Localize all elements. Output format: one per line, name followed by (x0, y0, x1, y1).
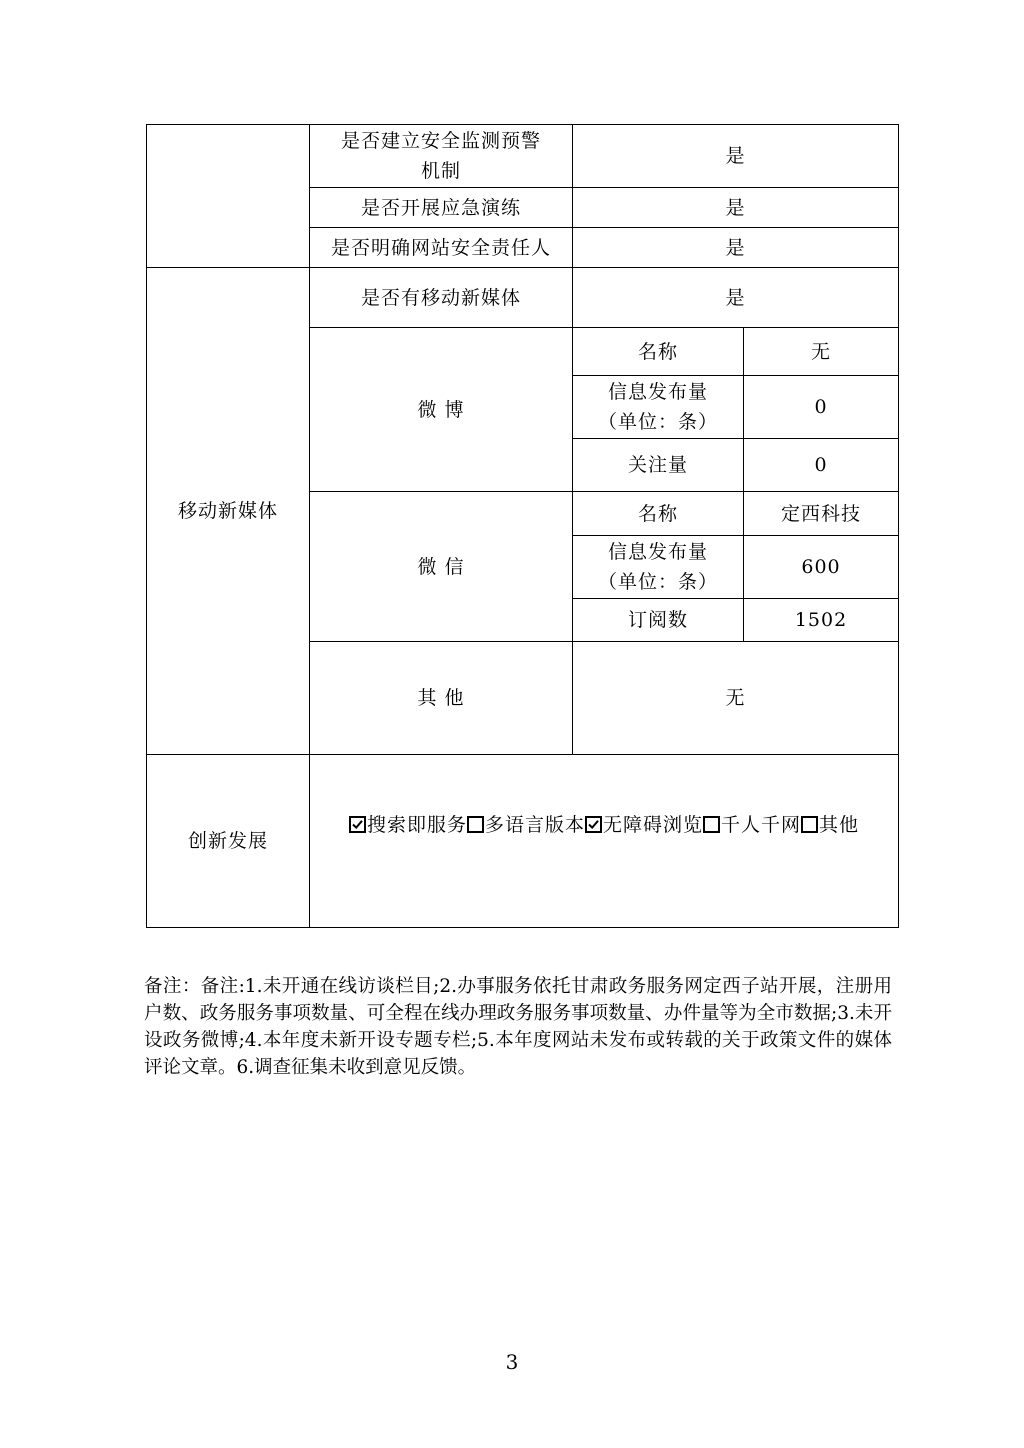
checked-box-icon[interactable] (585, 816, 602, 833)
weibo-posts-label-cell (573, 376, 744, 439)
unchecked-box-icon[interactable] (801, 816, 818, 833)
responsible-label: 是否明确网站安全责任人 (310, 228, 573, 268)
option-multilingual: 多语言版本 (484, 814, 585, 836)
weibo-name-value: 无 (744, 328, 899, 376)
wechat-label: 微 信 (310, 492, 573, 642)
table-row (147, 268, 899, 328)
weibo-followers-label: 关注量 (573, 439, 744, 492)
page-number: 3 (505, 1350, 519, 1374)
wechat-subscribers-label: 订阅数 (573, 599, 744, 642)
wechat-subscribers-value: 1502 (744, 599, 899, 642)
weibo-posts-label-line1: 信息发布量 (607, 381, 708, 403)
monitoring-label-line1: 是否建立安全监测预警 (340, 130, 541, 152)
wechat-posts-label-line2: （单位：条） (597, 571, 718, 593)
weibo-followers-value: 0 (744, 439, 899, 492)
table-row (147, 125, 899, 188)
wechat-posts-value: 600 (744, 536, 899, 599)
has-media-label: 是否有移动新媒体 (310, 268, 573, 328)
notes-paragraph: 备注：备注:1.未开通在线访谈栏目;2.办事服务依托甘肃政务服务网定西子站开展，注册用户数、政务服务事项数量、可全程在线办理政务服务事项数量、办件量等为全市数据;3.未开设政务微博;4.本年度未新开设专题专栏;5.本年度网站未发布或转载的关于政策文件的媒体评论文章。6.调查征集未收到意见反馈。 (144, 976, 892, 1078)
wechat-posts-label-line1: 信息发布量 (607, 541, 708, 563)
security-section-cell (147, 125, 310, 268)
other-label: 其 他 (310, 642, 573, 755)
option-other: 其他 (819, 814, 860, 836)
report-table (146, 124, 899, 928)
table-row (147, 755, 899, 928)
weibo-name-label: 名称 (573, 328, 744, 376)
innovation-section-label: 创新发展 (147, 755, 310, 928)
wechat-name-value: 定西科技 (744, 492, 899, 536)
drill-value: 是 (573, 188, 899, 228)
option-search-as-service: 搜索即服务 (366, 814, 467, 836)
has-media-value: 是 (573, 268, 899, 328)
option-personalized: 千人千网 (721, 814, 802, 836)
innovation-checklist (349, 810, 859, 840)
option-accessibility: 无障碍浏览 (603, 814, 704, 836)
drill-label: 是否开展应急演练 (310, 188, 573, 228)
wechat-posts-label-cell (573, 536, 744, 599)
monitoring-label-line2: 机制 (420, 160, 461, 182)
mobile-section-label: 移动新媒体 (147, 268, 310, 755)
other-value: 无 (573, 642, 899, 755)
weibo-posts-label-line2: （单位：条） (597, 411, 718, 433)
checked-box-icon[interactable] (349, 816, 366, 833)
responsible-value: 是 (573, 228, 899, 268)
wechat-name-label: 名称 (573, 492, 744, 536)
innovation-options-cell (310, 755, 899, 928)
weibo-label: 微 博 (310, 328, 573, 492)
unchecked-box-icon[interactable] (703, 816, 720, 833)
monitoring-label-cell (310, 125, 573, 188)
unchecked-box-icon[interactable] (467, 816, 484, 833)
weibo-posts-value: 0 (744, 376, 899, 439)
monitoring-value: 是 (573, 125, 899, 188)
